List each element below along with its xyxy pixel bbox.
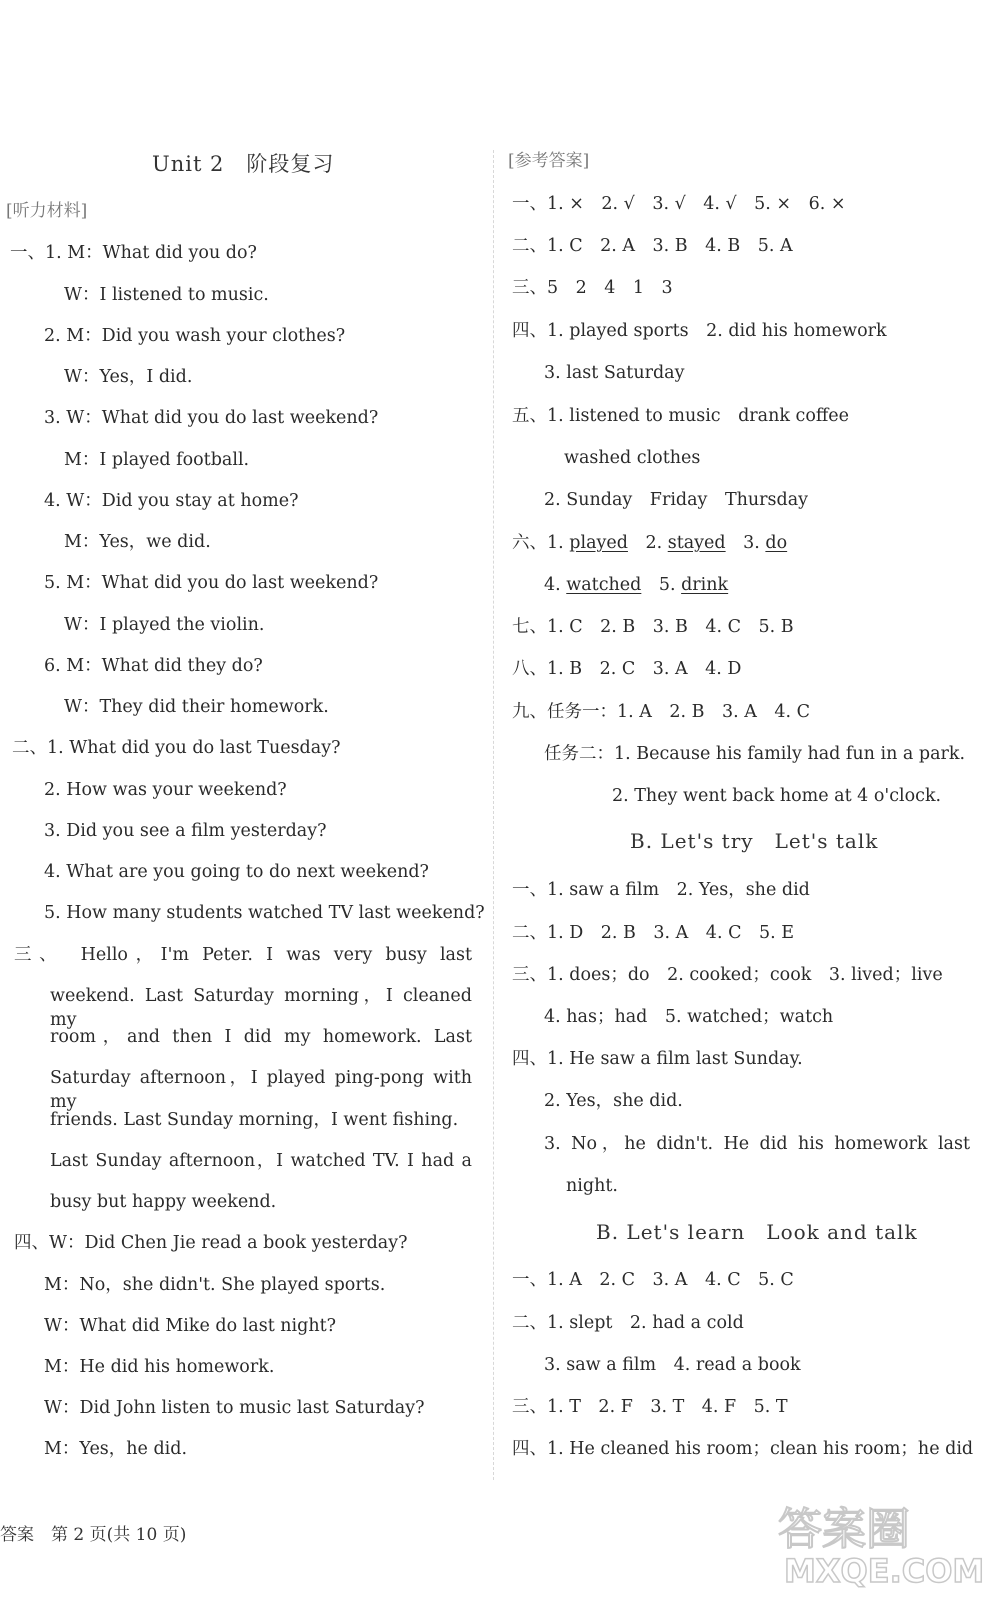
text-line: W：What did Mike do last night? (44, 1316, 337, 1336)
answer-line: 八、1. B 2. C 3. A 4. D (512, 659, 742, 679)
text-line: M：He did his homework. (44, 1357, 275, 1377)
text-line: M：I played football. (64, 450, 250, 470)
answer-line: 任务二：1. Because his family had fun in a park. (544, 744, 966, 764)
answer-line: 3. saw a film 4. read a book (544, 1355, 801, 1375)
text-line: 3. W：What did you do last weekend? (44, 408, 379, 428)
answer-line: night. (566, 1176, 618, 1196)
text-line: Last Sunday afternoon，I watched TV. I had a (50, 1151, 472, 1171)
underlined-word: do (765, 533, 788, 553)
text-line: 5. M：What did you do last weekend? (44, 573, 379, 593)
answer-line-underlined (544, 573, 728, 597)
answer-line: 2. They went back home at 4 o'clock. (612, 786, 942, 806)
watermark-text-bottom: MXQE.COM (784, 1552, 985, 1590)
answer-line: 二、1. slept 2. had a cold (512, 1313, 744, 1333)
answer-line: 三、1. does；do 2. cooked；cook 3. lived；live (512, 965, 943, 985)
text-line: 4. What are you going to do next weekend? (44, 862, 429, 882)
text-line: 二、1. What did you do last Tuesday? (12, 738, 341, 758)
answer-line: 一、1. × 2. √ 3. √ 4. √ 5. × 6. × (512, 194, 846, 214)
answer-line: 四、1. He cleaned his room；clean his room；he did (512, 1439, 974, 1459)
answer-line: 三、5 2 4 1 3 (512, 278, 673, 298)
text-line: W：They did their homework. (64, 697, 329, 717)
text-line: 一、1. M：What did you do? (10, 243, 257, 263)
subheading-lets-learn: B. Let's learn Look and talk (596, 1220, 918, 1244)
answer-line: 3. No，he didn't. He did his homework last (544, 1134, 970, 1154)
answer-line: 五、1. listened to music drank coffee (512, 406, 850, 426)
underlined-word: stayed (667, 533, 726, 553)
listening-material-label: [听力材料] (6, 201, 88, 221)
underlined-word: played (569, 533, 628, 553)
text-line: W：I listened to music. (64, 285, 269, 305)
text-line: M：No，she didn't. She played sports. (44, 1275, 386, 1295)
text-line: W：Yes，I did. (64, 367, 193, 387)
underlined-word: watched (566, 575, 642, 595)
answer-line: 2. Sunday Friday Thursday (544, 490, 809, 510)
answer-line: 4. has；had 5. watched；watch (544, 1007, 834, 1027)
answer-line: 四、1. played sports 2. did his homework (512, 321, 887, 341)
answer-line-underlined (512, 531, 787, 555)
page-footer: 答案 第 2 页(共 10 页) (0, 1525, 187, 1545)
answer-line: 七、1. C 2. B 3. B 4. C 5. B (512, 617, 794, 637)
text-line: busy but happy weekend. (50, 1192, 277, 1212)
text-line: M：Yes，he did. (44, 1439, 188, 1459)
text-line: 2. How was your weekend? (44, 780, 287, 800)
answer-line: washed clothes (564, 448, 701, 468)
text-line: 四、W：Did Chen Jie read a book yesterday? (14, 1233, 408, 1253)
answer-line: 二、1. C 2. A 3. B 4. B 5. A (512, 236, 793, 256)
answer-line: 九、任务一：1. A 2. B 3. A 4. C (512, 702, 811, 722)
answer-prefix: 4. (544, 575, 567, 595)
answer-sep: 2. (627, 533, 668, 553)
subheading-lets-try: B. Let's try Let's talk (630, 829, 879, 853)
text-line: friends. Last Sunday morning，I went fishing. (50, 1110, 459, 1130)
text-line: 5. How many students watched TV last weekend? (44, 903, 485, 923)
answer-line: 四、1. He saw a film last Sunday. (512, 1049, 803, 1069)
underlined-word: drink (681, 575, 729, 595)
answer-line: 一、1. A 2. C 3. A 4. C 5. C (512, 1270, 794, 1290)
unit-title: Unit 2 阶段复习 (152, 152, 335, 176)
answer-line: 一、1. saw a film 2. Yes，she did (512, 880, 810, 900)
answer-prefix: 六、1. (512, 533, 570, 553)
column-divider (493, 150, 494, 1480)
answer-line: 3. last Saturday (544, 363, 685, 383)
text-line: W：I played the violin. (64, 615, 265, 635)
answer-sep: 5. (641, 575, 682, 595)
text-line: W：Did John listen to music last Saturday? (44, 1398, 425, 1418)
answer-line: 二、1. D 2. B 3. A 4. C 5. E (512, 923, 794, 943)
text-line: M：Yes，we did. (64, 532, 211, 552)
watermark-text-top: 答案圈 (778, 1504, 910, 1555)
text-line: weekend. Last Saturday morning，I cleaned my (50, 986, 472, 1030)
text-line: 三、 Hello，I'm Peter. I was very busy last (14, 945, 472, 965)
text-line: 6. M：What did they do? (44, 656, 263, 676)
answer-sep: 3. (725, 533, 766, 553)
text-line: Saturday afternoon，I played ping-pong with my (50, 1068, 472, 1112)
text-line: room，and then I did my homework. Last (50, 1027, 472, 1047)
answer-line: 三、1. T 2. F 3. T 4. F 5. T (512, 1397, 788, 1417)
answer-line: 2. Yes，she did. (544, 1091, 683, 1111)
text-line: 2. M：Did you wash your clothes? (44, 326, 346, 346)
text-line: 3. Did you see a film yesterday? (44, 821, 327, 841)
watermark-logo (770, 1490, 985, 1590)
text-line: 4. W：Did you stay at home? (44, 491, 299, 511)
answer-key-label: [参考答案] (508, 151, 590, 171)
